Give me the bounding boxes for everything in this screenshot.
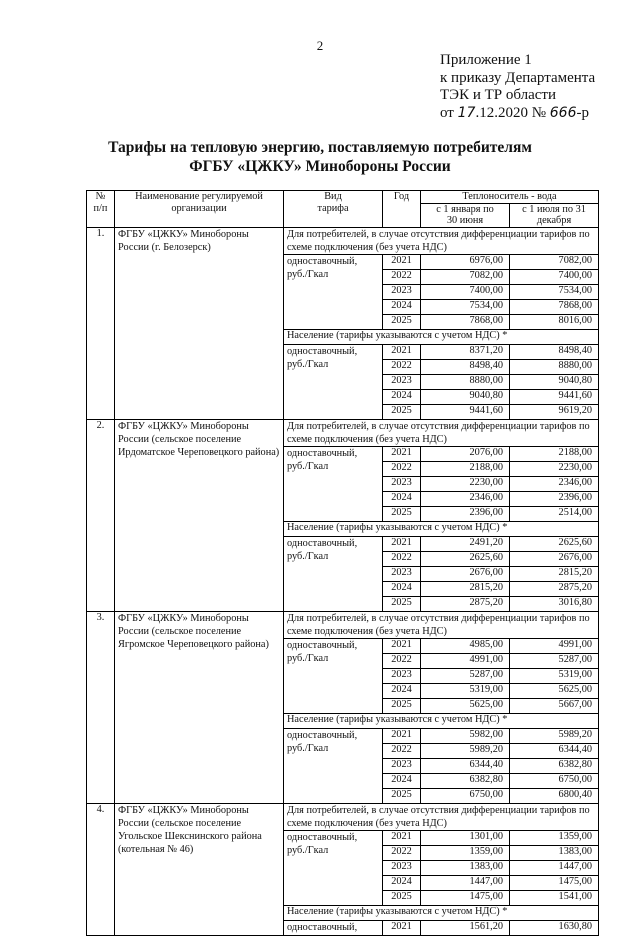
h2-value: 7082,00: [510, 254, 599, 269]
appendix-line-3: ТЭК и ТР области: [440, 87, 556, 103]
h1-value: 1301,00: [421, 830, 510, 845]
h2-value: 1383,00: [510, 845, 599, 860]
year-cell: 2023: [383, 476, 421, 491]
h2-value: 9441,60: [510, 389, 599, 404]
consumers-note: Для потребителей, в случае отсутствия дифференциации тарифов по схеме подключения (без учета НДС): [284, 227, 599, 254]
tariff-kind: одноставочный, руб./Гкал: [284, 728, 383, 803]
consumers-note: Для потребителей, в случае отсутствия дифференциации тарифов по схеме подключения (без учета НДС): [284, 419, 599, 446]
h1-value: 2676,00: [421, 566, 510, 581]
tariff-kind: одноставочный, руб./Гкал: [284, 344, 383, 419]
year-cell: 2023: [383, 374, 421, 389]
population-note: Население (тарифы указываются с учетом НДС) *: [284, 329, 599, 344]
org-name: ФГБУ «ЦЖКУ» Минобороны России (сельское поселение Угольское Шекснинского района (котельная № 46): [115, 803, 284, 935]
h2-value: 6750,00: [510, 773, 599, 788]
h2-value: 1447,00: [510, 860, 599, 875]
year-cell: 2021: [383, 344, 421, 359]
order-day-handwritten: 17: [457, 104, 476, 121]
population-note: Население (тарифы указываются с учетом НДС) *: [284, 905, 599, 920]
h1-value: 9441,60: [421, 404, 510, 419]
year-cell: 2025: [383, 506, 421, 521]
h2-value: 2815,20: [510, 566, 599, 581]
year-cell: 2025: [383, 890, 421, 905]
year-cell: 2024: [383, 875, 421, 890]
year-cell: 2024: [383, 683, 421, 698]
order-number-handwritten: 666: [549, 104, 577, 121]
h2-value: 2625,60: [510, 536, 599, 551]
h1-value: 4985,00: [421, 638, 510, 653]
year-cell: 2025: [383, 596, 421, 611]
year-cell: 2022: [383, 359, 421, 374]
h2-value: 2346,00: [510, 476, 599, 491]
h1-value: 6750,00: [421, 788, 510, 803]
h1-value: 6344,40: [421, 758, 510, 773]
doc-title-line-1: Тарифы на тепловую энергию, поставляемую потребителям: [108, 139, 532, 156]
org-name: ФГБУ «ЦЖКУ» Минобороны России (сельское поселение Ирдоматское Череповецкого района): [115, 419, 284, 611]
year-cell: 2022: [383, 845, 421, 860]
header-h2: с 1 июля по 31 декабря: [510, 203, 599, 227]
year-cell: 2022: [383, 269, 421, 284]
h1-value: 7082,00: [421, 269, 510, 284]
h1-value: 2346,00: [421, 491, 510, 506]
h1-value: 1383,00: [421, 860, 510, 875]
row-num: 4.: [87, 803, 115, 935]
h1-value: 7868,00: [421, 314, 510, 329]
h1-value: 5989,20: [421, 743, 510, 758]
year-cell: 2024: [383, 389, 421, 404]
year-cell: 2025: [383, 404, 421, 419]
year-cell: 2022: [383, 743, 421, 758]
table-row: [87, 227, 599, 254]
year-cell: 2022: [383, 551, 421, 566]
header-num: № п/п: [87, 191, 115, 228]
year-cell: 2022: [383, 461, 421, 476]
h1-value: 2188,00: [421, 461, 510, 476]
order-prefix: от: [440, 104, 454, 121]
h1-value: 2815,20: [421, 581, 510, 596]
org-name: ФГБУ «ЦЖКУ» Минобороны России (сельское поселение Ягромское Череповецкого района): [115, 611, 284, 803]
year-cell: 2021: [383, 638, 421, 653]
h2-value: 2875,20: [510, 581, 599, 596]
tariff-kind: одноставочный, руб./Гкал: [284, 638, 383, 713]
h2-value: 2514,00: [510, 506, 599, 521]
year-cell: 2024: [383, 491, 421, 506]
h1-value: 9040,80: [421, 389, 510, 404]
h1-value: 2076,00: [421, 446, 510, 461]
h2-value: 3016,80: [510, 596, 599, 611]
h1-value: 8371,20: [421, 344, 510, 359]
year-cell: 2024: [383, 299, 421, 314]
year-cell: 2023: [383, 860, 421, 875]
appendix-line-4: [440, 105, 595, 123]
h2-value: 2188,00: [510, 446, 599, 461]
h2-value: 8016,00: [510, 314, 599, 329]
row-num: 1.: [87, 227, 115, 419]
h2-value: 7868,00: [510, 299, 599, 314]
h1-value: 8498,40: [421, 359, 510, 374]
org-name: ФГБУ «ЦЖКУ» Минобороны России (г. Белозерск): [115, 227, 284, 419]
h1-value: 1359,00: [421, 845, 510, 860]
h2-value: 4991,00: [510, 638, 599, 653]
tariff-kind: одноставочный, руб./Гкал: [284, 254, 383, 329]
header-carrier: Теплоноситель - вода: [421, 191, 599, 204]
year-cell: 2025: [383, 314, 421, 329]
h2-value: 1359,00: [510, 830, 599, 845]
year-cell: 2021: [383, 254, 421, 269]
table-row: [87, 611, 599, 638]
year-cell: 2025: [383, 788, 421, 803]
h1-value: 2230,00: [421, 476, 510, 491]
tariff-table-body: [87, 191, 599, 936]
header-kind: Вид тарифа: [284, 191, 383, 228]
consumers-note: Для потребителей, в случае отсутствия дифференциации тарифов по схеме подключения (без учета НДС): [284, 803, 599, 830]
h2-value: 9040,80: [510, 374, 599, 389]
year-cell: 2024: [383, 773, 421, 788]
tariff-kind: одноставочный, руб./Гкал: [284, 830, 383, 905]
h1-value: 1475,00: [421, 890, 510, 905]
table-row: [87, 803, 599, 830]
population-note: Население (тарифы указываются с учетом НДС) *: [284, 713, 599, 728]
row-num: 3.: [87, 611, 115, 803]
h2-value: 1630,80: [510, 920, 599, 935]
h2-value: 2676,00: [510, 551, 599, 566]
appendix-line-2: к приказу Департамента: [440, 69, 596, 86]
h1-value: 2625,60: [421, 551, 510, 566]
order-date: .12.2020 №: [475, 104, 546, 121]
h1-value: 1447,00: [421, 875, 510, 890]
header-org: Наименование регулируемой организации: [115, 191, 284, 228]
year-cell: 2023: [383, 566, 421, 581]
tariff-kind: одноставочный,: [284, 920, 383, 935]
header-h1: с 1 января по 30 июня: [421, 203, 510, 227]
year-cell: 2021: [383, 536, 421, 551]
h2-value: 5667,00: [510, 698, 599, 713]
h1-value: 8880,00: [421, 374, 510, 389]
h1-value: 1561,20: [421, 920, 510, 935]
consumers-note: Для потребителей, в случае отсутствия дифференциации тарифов по схеме подключения (без учета НДС): [284, 611, 599, 638]
h1-value: 5625,00: [421, 698, 510, 713]
h1-value: 2491,20: [421, 536, 510, 551]
h1-value: 5287,00: [421, 668, 510, 683]
h2-value: 9619,20: [510, 404, 599, 419]
appendix-line-1: Приложение 1: [440, 52, 532, 68]
h1-value: 7534,00: [421, 299, 510, 314]
year-cell: 2021: [383, 446, 421, 461]
h1-value: 2875,20: [421, 596, 510, 611]
h1-value: 5319,00: [421, 683, 510, 698]
h2-value: 2396,00: [510, 491, 599, 506]
h1-value: 4991,00: [421, 653, 510, 668]
year-cell: 2021: [383, 728, 421, 743]
year-cell: 2021: [383, 830, 421, 845]
h2-value: 5287,00: [510, 653, 599, 668]
h2-value: 7534,00: [510, 284, 599, 299]
tariff-table: [86, 190, 599, 936]
year-cell: 2025: [383, 698, 421, 713]
h2-value: 1541,00: [510, 890, 599, 905]
population-note: Население (тарифы указываются с учетом НДС) *: [284, 521, 599, 536]
doc-title-line-2: ФГБУ «ЦЖКУ» Минобороны России: [189, 158, 451, 175]
tariff-kind: одноставочный, руб./Гкал: [284, 446, 383, 521]
appendix-block: [440, 52, 595, 122]
year-cell: 2023: [383, 284, 421, 299]
year-cell: 2021: [383, 920, 421, 935]
h2-value: 6344,40: [510, 743, 599, 758]
row-num: 2.: [87, 419, 115, 611]
year-cell: 2023: [383, 668, 421, 683]
h2-value: 7400,00: [510, 269, 599, 284]
h2-value: 8498,40: [510, 344, 599, 359]
order-suffix: -р: [576, 104, 589, 121]
h1-value: 7400,00: [421, 284, 510, 299]
year-cell: 2022: [383, 653, 421, 668]
h1-value: 6382,80: [421, 773, 510, 788]
h2-value: 6800,40: [510, 788, 599, 803]
h2-value: 5625,00: [510, 683, 599, 698]
year-cell: 2024: [383, 581, 421, 596]
table-row: [87, 419, 599, 446]
tariff-kind: одноставочный, руб./Гкал: [284, 536, 383, 611]
table-header-row: [87, 191, 599, 204]
h1-value: 2396,00: [421, 506, 510, 521]
header-year: Год: [383, 191, 421, 228]
h2-value: 5989,20: [510, 728, 599, 743]
h2-value: 6382,80: [510, 758, 599, 773]
page-number: 2: [316, 38, 324, 53]
year-cell: 2023: [383, 758, 421, 773]
h1-value: 5982,00: [421, 728, 510, 743]
h1-value: 6976,00: [421, 254, 510, 269]
h2-value: 8880,00: [510, 359, 599, 374]
h2-value: 5319,00: [510, 668, 599, 683]
h2-value: 1475,00: [510, 875, 599, 890]
h2-value: 2230,00: [510, 461, 599, 476]
